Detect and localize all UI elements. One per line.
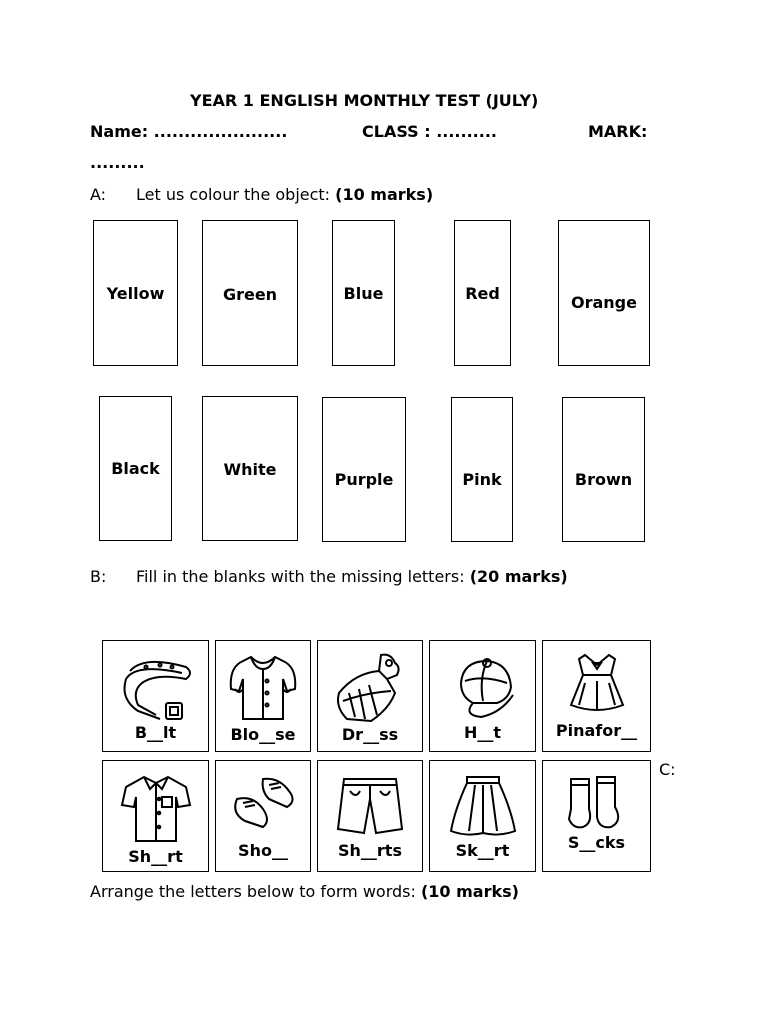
word-shirt: Sh__rt bbox=[128, 847, 183, 866]
word-socks: S__cks bbox=[567, 833, 626, 852]
word-dress: Dr__ss bbox=[341, 725, 399, 744]
shirt-icon bbox=[114, 769, 198, 845]
section-c-instruction bbox=[90, 882, 519, 901]
belt-icon bbox=[116, 649, 196, 721]
colour-label: Green bbox=[222, 285, 278, 304]
name-field-label: Name: ...................... bbox=[90, 122, 288, 141]
section-b-letter: B: bbox=[90, 567, 107, 586]
colour-box-white[interactable] bbox=[202, 396, 298, 541]
colour-box-purple[interactable] bbox=[322, 397, 406, 542]
shoes-icon bbox=[223, 769, 303, 839]
class-field-label: CLASS : .......... bbox=[362, 122, 497, 141]
card-belt bbox=[102, 640, 209, 752]
card-socks bbox=[542, 760, 651, 872]
card-dress bbox=[317, 640, 423, 752]
section-a-text: Let us colour the object: bbox=[136, 185, 336, 204]
colour-box-pink[interactable] bbox=[451, 397, 513, 542]
mark-field-dots: ......... bbox=[90, 153, 145, 172]
colour-box-green[interactable] bbox=[202, 220, 298, 366]
colour-label: Pink bbox=[462, 470, 502, 489]
dress-icon bbox=[325, 649, 415, 725]
colour-label: Black bbox=[111, 459, 160, 478]
section-a-marks: (10 marks) bbox=[335, 185, 434, 204]
colour-label: Purple bbox=[334, 470, 394, 489]
section-b-text: Fill in the blanks with the missing letters: bbox=[136, 567, 470, 586]
colour-box-black[interactable] bbox=[99, 396, 172, 541]
mark-field-label: MARK: bbox=[588, 122, 648, 141]
section-a-instruction bbox=[136, 185, 433, 204]
pinafore-icon bbox=[555, 649, 639, 721]
card-hat bbox=[429, 640, 536, 752]
section-c-marks: (10 marks) bbox=[420, 882, 519, 901]
hat-icon bbox=[443, 649, 523, 721]
section-c-letter: C: bbox=[659, 760, 676, 779]
card-shirt bbox=[102, 760, 209, 872]
card-shoes bbox=[215, 760, 311, 872]
colour-box-red[interactable] bbox=[454, 220, 511, 366]
test-title: YEAR 1 ENGLISH MONTHLY TEST (JULY) bbox=[190, 91, 539, 110]
colour-label: Red bbox=[465, 283, 500, 303]
card-pinafore bbox=[542, 640, 651, 752]
colour-box-blue[interactable] bbox=[332, 220, 395, 366]
card-skirt bbox=[429, 760, 536, 872]
section-c-text: Arrange the letters below to form words: bbox=[90, 882, 421, 901]
section-b-instruction bbox=[136, 567, 568, 586]
card-blouse bbox=[215, 640, 311, 752]
card-shorts bbox=[317, 760, 423, 872]
colour-box-yellow[interactable] bbox=[93, 220, 178, 366]
socks-icon bbox=[557, 769, 637, 835]
colour-label: White bbox=[223, 460, 277, 479]
colour-box-orange[interactable] bbox=[558, 220, 650, 366]
colour-label: Blue bbox=[343, 283, 384, 303]
word-shorts: Sh__rts bbox=[338, 841, 402, 860]
word-hat: H__t bbox=[463, 723, 502, 742]
colour-label: Yellow bbox=[106, 283, 165, 303]
skirt-icon bbox=[443, 769, 523, 839]
word-belt: B__lt bbox=[134, 723, 177, 742]
word-pinafore: Pinafor__ bbox=[555, 721, 638, 740]
section-b-marks: (20 marks) bbox=[469, 567, 568, 586]
shorts-icon bbox=[330, 769, 410, 839]
colour-label: Brown bbox=[574, 470, 633, 489]
blouse-icon bbox=[223, 649, 303, 725]
section-a-letter: A: bbox=[90, 185, 107, 204]
word-skirt: Sk__rt bbox=[455, 841, 510, 860]
colour-label: Orange bbox=[571, 293, 637, 312]
colour-box-brown[interactable] bbox=[562, 397, 645, 542]
word-blouse: Blo__se bbox=[230, 725, 296, 744]
word-shoes: Sho__ bbox=[238, 841, 288, 860]
